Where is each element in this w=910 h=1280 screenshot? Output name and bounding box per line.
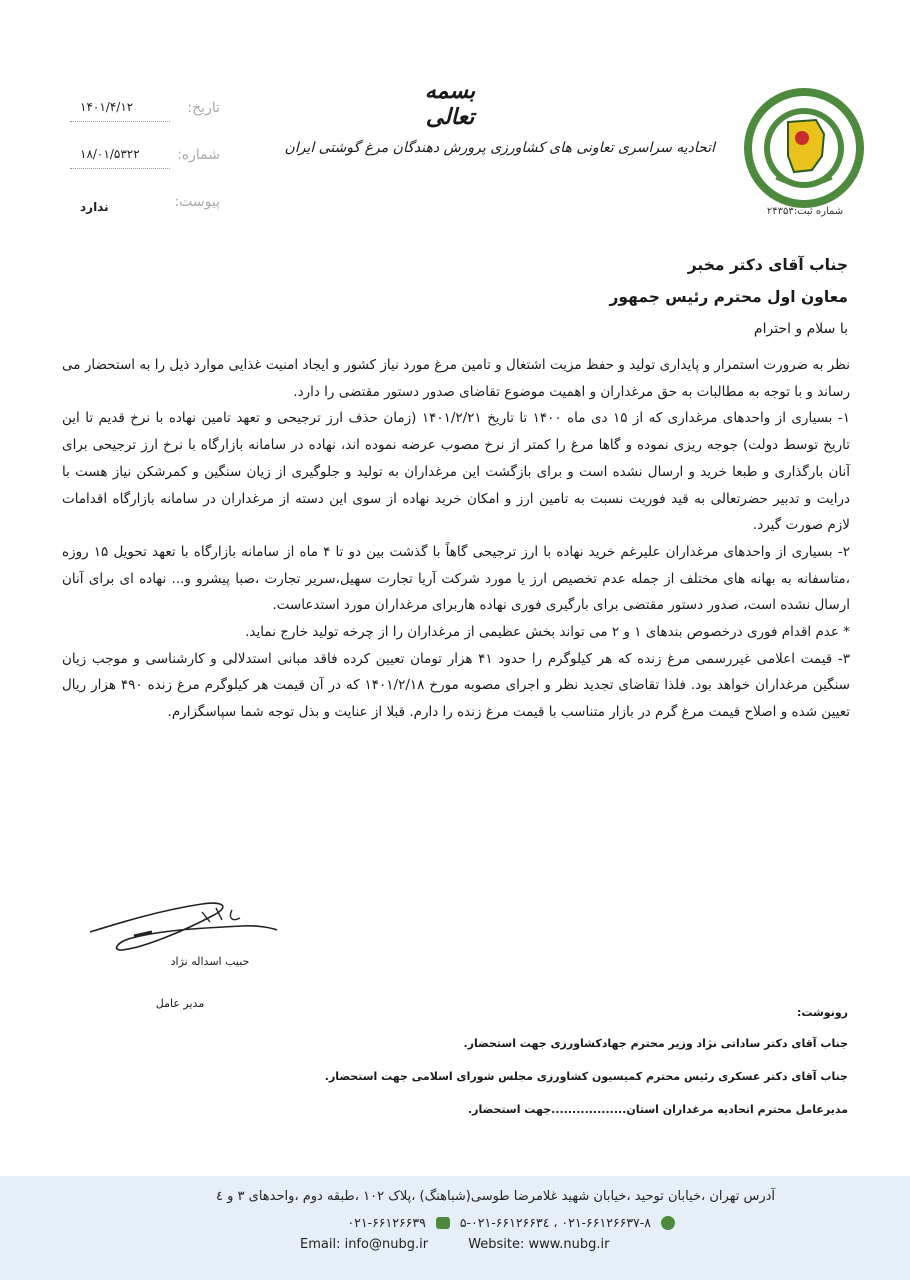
number-divider [70,168,170,169]
body-paragraph-3: ۳- قیمت اعلامی غیررسمی مرغ زنده که هر کیلوگرم را حدود ۴۱ هزار تومان تعیین کرده فاقد مبانی استدلالی و کارشناسی و موجب زیان سنگین مرغداران خواهد بود. فلذا تقاضای تجدید نظر و اجرای مصوبه مورخ ۱۴۰۱/۲/۱۸ که در آن قیمت هر کیلوگرم مرغ زنده ۴۹۰ هزار ریال تعیین شده و اصلاح قیمت مرغ گرم در بازار متناسب با قیمت مرغ زنده را دارم. قبلا از عنایت و بذل توجه شما سپاسگزارم. [62,650,850,721]
organization-logo [742,86,866,210]
attachment-field [60,194,220,216]
cc-recipient-1: جناب آقای دکتر ساداتی نژاد وزیر محترم جهادکشاورزی جهت استحضار. [463,1037,848,1050]
footer-fax-number: ۰۲۱-۶۶۱۲۶۶۳۹ [347,1215,426,1230]
registration-number: شماره ثبت:۲۴۳۵۳ [766,206,844,217]
bismillah-heading: بسمه تعالی [424,78,476,130]
footer-contact [347,1215,675,1230]
number-value: ۱۸/۰۱/۵۳۲۲ [80,147,140,161]
handwritten-signature [82,892,282,962]
letter-body [62,352,850,726]
date-divider [70,121,170,122]
number-label: شماره: [177,147,220,163]
number-field [60,147,220,169]
phone-icon [661,1216,675,1230]
date-field [60,100,220,122]
cc-recipient-3: مدیرعامل محترم اتحادیه مرغداران استان..................جهت استحضار. [467,1103,848,1116]
fax-icon [436,1217,450,1229]
signer-title: مدیر عامل [155,997,205,1010]
date-label: تاریخ: [187,100,220,116]
addressee-title: معاون اول محترم رئیس جمهور [609,288,848,306]
body-paragraph-1: ۱- بسیاری از واحدهای مرغداری که از ۱۵ دی ماه ۱۴۰۰ تا تاریخ ۱۴۰۱/۲/۲۱ (زمان حذف ارز ترجیحی و تعهد تامین نهاده با نرخ قدیم تا این تاریخ توسط دولت) جوجه ریزی نموده و گاها مرغ را کمتر از نرخ مصوب عرضه نموده اند، نهاده در سامانه بازارگاه با نرخ ارز ترجیحی برای آنان بارگذاری و طبعا خرید و ارسال نشده است و برای بازگشت این مرغداران به تولید و جلوگیری از زیان سنگین و کمرشکن نیاز هست با درایت و تدبیر حضرتعالی به قید فوریت نسبت به تامین ارز و امکان خرید نهاده از سوی این دسته از مرغداران در سامانه بازارگاه اقدامات لازم صورت گیرد. [62,410,851,534]
cc-heading: رونوشت: [796,1006,848,1019]
footer-email[interactable]: Email: info@nubg.ir [300,1237,429,1252]
body-paragraph-2: ۲- بسیاری از واحدهای مرغداران علیرغم خرید نهاده با ارز ترجیحی گاهاً با گذشت بین دو تا ۴ ماه از سامانه بازارگاه با تعهد تحویل ۱۵ روزه ،متاسفانه به بهانه های مختلف از جمله عدم تخصیص ارز یا مورد شرکت آریا تجارت سهیل،سریر تجارت ،صبا پیشرو و... نهاده ای برای آنان ارسال نشده است، صدور دستور مقتضی برای بارگیری فوری نهاده هاربرای مرغداران مورد استدعاست. [62,543,850,614]
attachment-label: پیوست: [174,194,220,210]
organization-name: اتحادیه سراسری تعاونی های کشاورزی پرورش دهندگان مرغ گوشتی ایران [284,140,715,156]
greeting: با سلام و احترام [753,321,848,337]
signer-name: حبیب اسداله نژاد [170,955,250,968]
footer-address: آدرس تهران ،خیابان توحید ،خیابان شهید غلامرضا طوسی(شباهنگ) ،پلاک ۱۰۲ ،طبقه دوم ،واحدهای ۳ و ٤ [216,1189,775,1204]
addressee-name: جناب آقای دکتر مخبر [687,256,848,274]
footer-web-contact [300,1237,645,1252]
footer-phone-numbers: ۰۲۱-۶۶۱۲۶۶۳۷-۸ ، ۰۲۱-۶۶۱۲۶۶۳٤-۵ [459,1215,651,1230]
body-paragraph-intro: نظر به ضرورت استمرار و پایداری تولید و حفظ مزیت اشتغال و تامین مرغ مورد نیاز کشور و ایجاد امنیت غذایی موارد ذیل را به استحضار می رساند و با توجه به مطالبات به حق مرغداران و اهمیت موضوع تقاضای صدور دستور مقتضی را دارد. [62,357,850,400]
footer-website[interactable]: Website: www.nubg.ir [468,1237,610,1252]
attachment-value: ندارد [80,200,109,214]
cc-recipient-2: جناب آقای دکتر عسکری رئیس محترم کمیسیون کشاورزی مجلس شورای اسلامی جهت استحضار. [324,1070,848,1083]
date-value: ۱۴۰۱/۴/۱۲ [80,100,134,114]
body-paragraph-note: * عدم اقدام فوری درخصوص بندهای ۱ و ۲ می تواند بخش عظیمی از مرغداران را از چرخه تولید خارج نماید. [245,624,850,641]
